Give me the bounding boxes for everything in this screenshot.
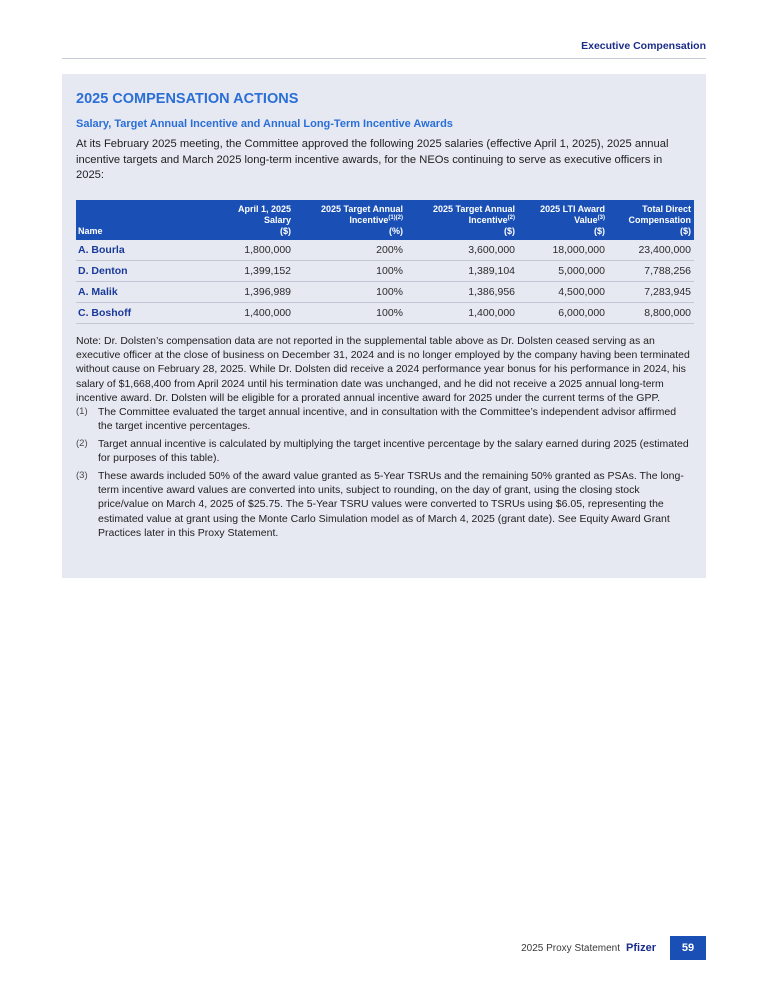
table-header-row	[76, 200, 694, 240]
row-lti: 4,500,000	[518, 282, 608, 303]
row-target-pct: 200%	[294, 240, 406, 261]
compensation-table	[76, 200, 694, 324]
document-title: 2025 Proxy Statement	[521, 942, 621, 954]
col-header-name: Name	[76, 200, 196, 240]
col-header-salary: April 1, 2025 Salary ($)	[196, 200, 294, 240]
row-total: 7,788,256	[608, 261, 694, 282]
row-name: A. Malik	[76, 282, 196, 303]
row-target-amount: 1,389,104	[406, 261, 518, 282]
row-target-pct: 100%	[294, 303, 406, 324]
dolsten-note: Note: Dr. Dolsten’s compensation data are not reported in the supplemental table above as Dr. Dolsten ceased serving as an executive officer at the close of business on December 31, 2024 and is no longer employed by the company having been terminated without cause on February 28, 2025. While Dr. Dolsten did receive a 2024 performance year bonus for his performance in 2024, his salary of $1,668,400 from April 2024 until his termination date was unchanged, and he did not receive a 2025 annual long-term incentive award. Dr. Dolsten will be eligible for a prorated annual incentive award for 2025 under the current terms of the GPP.	[76, 335, 690, 404]
row-salary: 1,800,000	[196, 240, 294, 261]
col-header-total-direct-comp: Total Direct Compensation ($)	[608, 200, 694, 240]
footnote-text: The Committee evaluated the target annual incentive, and in consultation with the Committee’s independent advisor affirmed the target incentive percentages.	[98, 406, 677, 433]
section-title: 2025 COMPENSATION ACTIONS	[76, 91, 299, 107]
col-header-target-incentive-pct: 2025 Target Annual Incentive$^{(1)(2)}$ (%)	[294, 200, 406, 240]
row-name: D. Denton	[76, 261, 196, 282]
row-target-amount: 1,386,956	[406, 282, 518, 303]
page-footer	[521, 936, 706, 960]
row-target-amount: 3,600,000	[406, 240, 518, 261]
footnote-1	[76, 405, 691, 433]
section-subtitle: Salary, Target Annual Incentive and Annual Long-Term Incentive Awards	[76, 118, 453, 130]
row-total: 8,800,000	[608, 303, 694, 324]
col-header-lti-award: 2025 LTI Award Value$^{(3)}$ ($)	[518, 200, 608, 240]
table-row	[76, 240, 694, 261]
table-row	[76, 282, 694, 303]
col-header-target-incentive-amount: 2025 Target Annual Incentive$^{(2)}$ ($)	[406, 200, 518, 240]
page-number: 59	[670, 936, 706, 960]
row-salary: 1,400,000	[196, 303, 294, 324]
section-label: Executive Compensation	[581, 40, 706, 52]
footnote-2	[76, 437, 691, 465]
footnote-number: (3)	[76, 470, 88, 481]
row-target-pct: 100%	[294, 261, 406, 282]
footnote-3	[76, 469, 691, 540]
running-header	[62, 40, 706, 59]
footnote-number: (1)	[76, 406, 88, 417]
row-target-pct: 100%	[294, 282, 406, 303]
row-total: 7,283,945	[608, 282, 694, 303]
intro-paragraph: At its February 2025 meeting, the Committee approved the following 2025 salaries (effective April 1, 2025), 2025 annual incentive targets and March 2025 long-term incentive awards, for the NEOs continuing to serve as executive officers in 2025:	[76, 138, 669, 181]
row-salary: 1,399,152	[196, 261, 294, 282]
table-row	[76, 261, 694, 282]
row-lti: 6,000,000	[518, 303, 608, 324]
footnote-number: (2)	[76, 438, 88, 449]
compensation-panel	[62, 74, 706, 578]
footnote-text: Target annual incentive is calculated by multiplying the target incentive percentage by the salary earned during 2025 (estimated for purposes of this table).	[98, 438, 689, 465]
row-name: A. Bourla	[76, 240, 196, 261]
row-lti: 18,000,000	[518, 240, 608, 261]
row-target-amount: 1,400,000	[406, 303, 518, 324]
row-salary: 1,396,989	[196, 282, 294, 303]
row-lti: 5,000,000	[518, 261, 608, 282]
brand-name: Pfizer	[626, 942, 656, 954]
footnote-text: These awards included 50% of the award value granted as 5-Year TSRUs and the remaining 50% granted as PSAs. The long-term incentive award values are converted into units, subject to rounding, on the day of grant, using the closing stock price/value on March 4, 2025 of $25.75. The 5-Year TSRU values were converted to TSRUs using $6.05, representing the estimated value at grant using the Monte Carlo Simulation model as of March 4, 2025 (grant date). See Equity Award Grant Practices later in this Proxy Statement.	[98, 470, 684, 539]
row-total: 23,400,000	[608, 240, 694, 261]
table-row	[76, 303, 694, 324]
row-name: C. Boshoff	[76, 303, 196, 324]
